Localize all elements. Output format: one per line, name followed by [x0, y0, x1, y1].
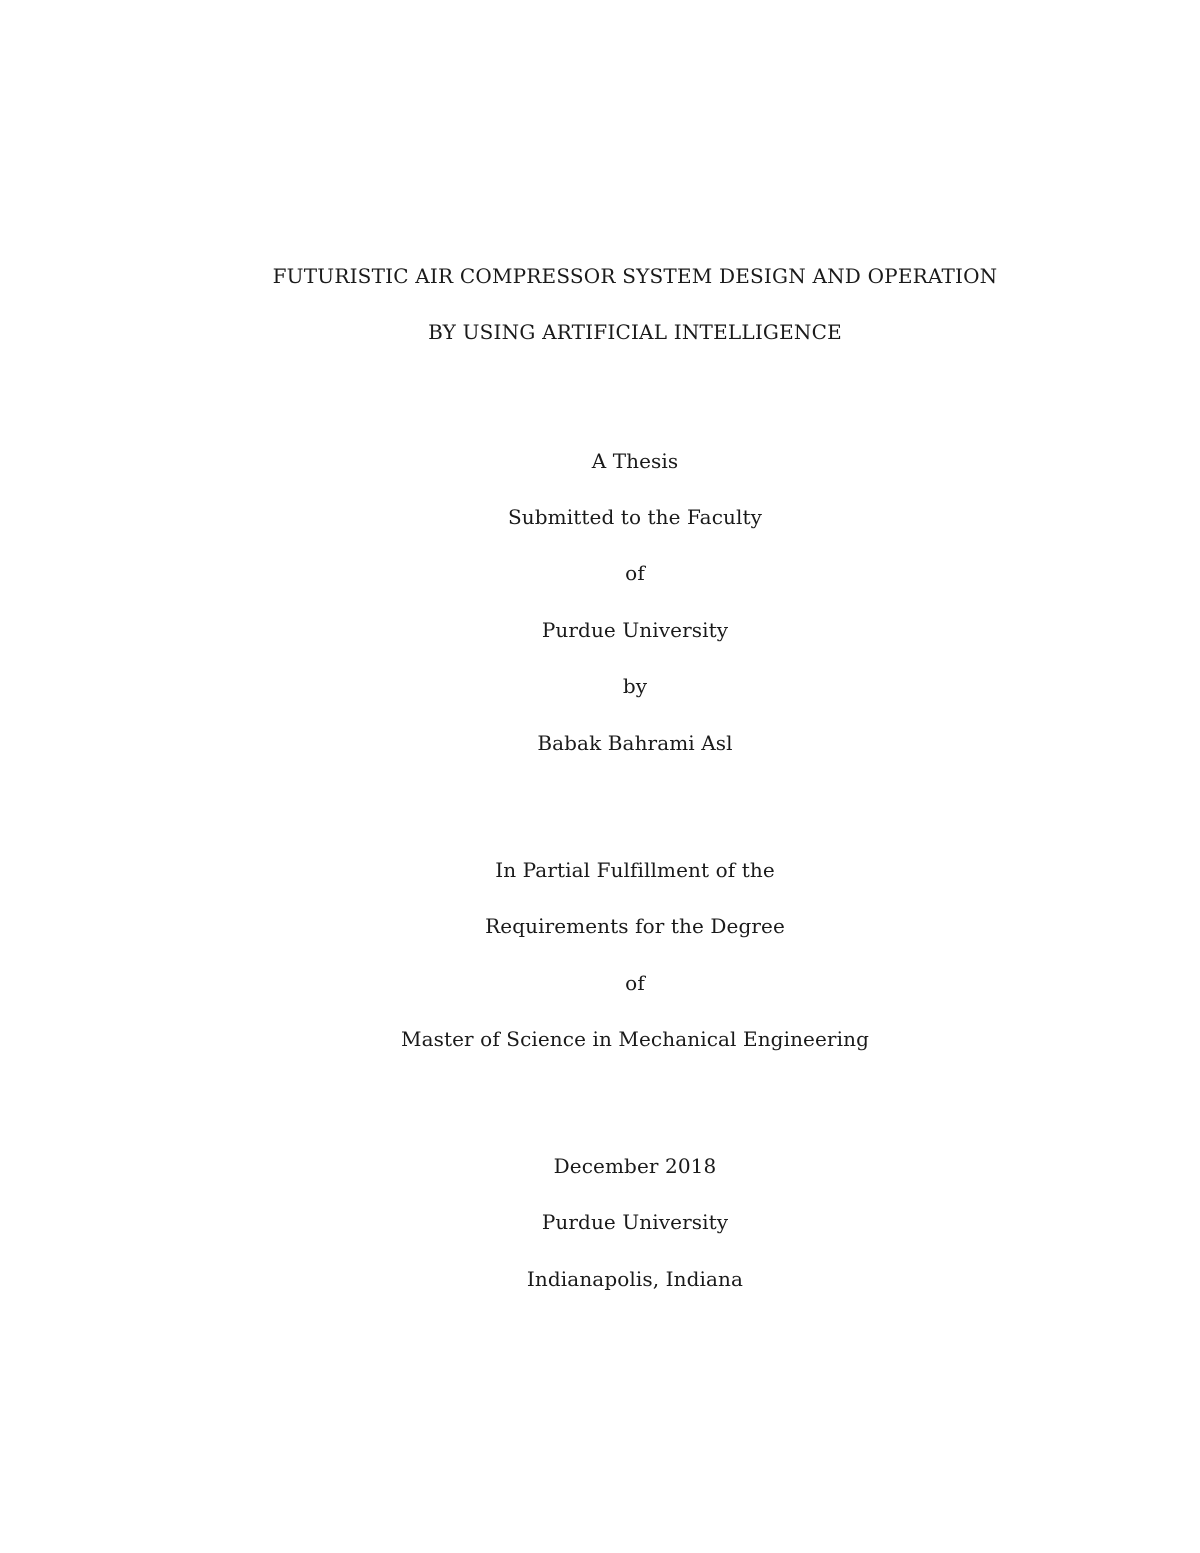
location-text: Indianapolis, Indiana [526, 1267, 744, 1291]
submission-date: December 2018 [553, 1154, 717, 1178]
of-text-2: of [625, 971, 645, 995]
university-name: Purdue University [541, 618, 729, 642]
title-line-2: BY USING ARTIFICIAL INTELLIGENCE [428, 320, 842, 344]
by-text: by [622, 674, 648, 698]
submitted-to-text: Submitted to the Faculty [507, 505, 763, 529]
author-name: Babak Bahrami Asl [537, 731, 733, 755]
requirements-text: Requirements for the Degree [485, 914, 785, 938]
degree-name: Master of Science in Mechanical Engineering [401, 1027, 869, 1051]
thesis-label: A Thesis [591, 449, 679, 473]
footer-university: Purdue University [541, 1210, 729, 1234]
title-line-1: FUTURISTIC AIR COMPRESSOR SYSTEM DESIGN AND OPERATION [272, 264, 998, 288]
partial-fulfillment-text: In Partial Fulfillment of the [495, 858, 775, 882]
of-text-1: of [625, 561, 645, 585]
